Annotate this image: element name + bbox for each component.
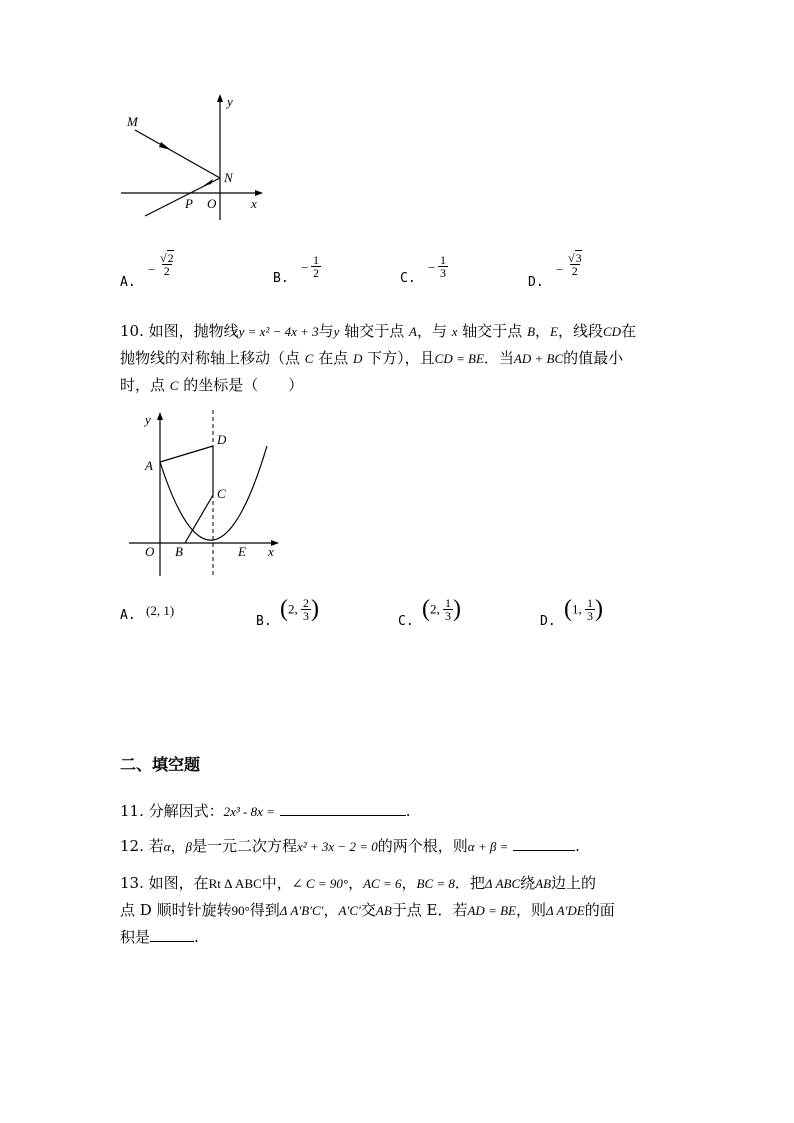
- q10-line-3: [120, 372, 680, 399]
- text: 时，点: [120, 376, 170, 394]
- text: 的值最小: [563, 349, 624, 367]
- coord-x: 2: [430, 601, 437, 617]
- figure-q9: [115, 92, 275, 227]
- segment-ab: AB: [375, 903, 392, 918]
- triangle: Δ ABC: [484, 876, 521, 891]
- label-x: x: [268, 544, 274, 559]
- fraction: $\frac{√2}{2}$: [160, 251, 174, 278]
- figure-q10: [125, 406, 285, 581]
- option-letter: B.: [273, 271, 289, 286]
- fraction: [311, 254, 321, 279]
- q10-line-2: [120, 345, 680, 372]
- q13-line-2: [120, 897, 680, 924]
- label-x: x: [251, 196, 257, 211]
- numerator: 1: [313, 253, 319, 267]
- option-letter: D.: [540, 614, 556, 629]
- text: ．把: [454, 874, 485, 892]
- var-y: y: [333, 324, 340, 339]
- label-m: M: [127, 114, 138, 129]
- label-o: O: [207, 196, 217, 211]
- alpha: α: [163, 839, 171, 854]
- option-letter: C.: [398, 614, 414, 629]
- option-letter: B.: [256, 614, 272, 629]
- expression: α + β =: [467, 839, 509, 854]
- denominator: 2: [571, 264, 578, 278]
- numerator: 1: [587, 596, 593, 610]
- section-title: 二、填空题: [120, 755, 201, 774]
- text: ．当: [483, 349, 514, 367]
- label-o: O: [145, 544, 155, 559]
- label-b: B: [175, 544, 183, 559]
- text: 是一元二次方程: [191, 837, 297, 855]
- q10-line-1: [120, 318, 680, 345]
- length-ac: AC = 6: [363, 876, 402, 891]
- point-c: C: [169, 378, 179, 393]
- point-c: C: [304, 351, 314, 366]
- text: 绕: [520, 874, 536, 892]
- triangle: Δ A′B′C′: [279, 903, 324, 918]
- numerator: 1: [440, 253, 446, 267]
- var-x: x: [451, 324, 458, 339]
- text: ，: [535, 322, 551, 340]
- numerator: 1: [445, 596, 451, 610]
- text: 的两个根，则: [377, 837, 468, 855]
- denominator: 3: [587, 609, 593, 623]
- label-y: y: [145, 412, 151, 427]
- text: 在: [621, 322, 637, 340]
- label-n: N: [224, 170, 233, 185]
- angle: 90°: [231, 903, 250, 918]
- label-d: D: [217, 432, 227, 447]
- expression: 2x³ - 8x =: [223, 804, 275, 819]
- question-12: [120, 833, 580, 860]
- minus-sign: −: [556, 262, 564, 277]
- question-13: [120, 870, 680, 950]
- coordinate: (2, $\frac{1}{3}$ ): [422, 596, 461, 623]
- answer-blank[interactable]: [513, 836, 575, 851]
- coord-y: [301, 597, 311, 622]
- radicand: 3: [575, 251, 582, 265]
- denominator: 2: [313, 266, 319, 280]
- answer-blank[interactable]: [280, 801, 406, 816]
- minus-sign: −: [148, 262, 156, 277]
- radicand: 2: [167, 251, 174, 265]
- label-e: E: [238, 544, 246, 559]
- point-e: E: [550, 324, 558, 339]
- text: ，: [170, 837, 186, 855]
- answer-blank[interactable]: [150, 927, 194, 942]
- triangle: Rt Δ ABC: [208, 876, 262, 891]
- text: 10. 如图，抛物线: [120, 322, 239, 340]
- text: 11. 分解因式：: [120, 802, 224, 820]
- coord-x: 2: [150, 603, 157, 618]
- option-letter: A.: [120, 608, 136, 623]
- label-p: P: [185, 196, 193, 211]
- minus-sign: −: [301, 260, 309, 275]
- condition: CD = BE: [434, 351, 484, 366]
- text: 抛物线的对称轴上移动（点: [120, 349, 305, 367]
- text: 中，: [261, 874, 292, 892]
- ray-mn-arrow: [159, 142, 171, 150]
- point-d: D: [353, 351, 363, 366]
- minus-sign: −: [428, 260, 436, 275]
- text: .: [575, 837, 580, 855]
- coord-x: 2: [288, 601, 295, 617]
- text: ，与: [416, 322, 452, 340]
- text: .: [194, 928, 199, 946]
- coord-y: [443, 597, 453, 622]
- beta: β: [185, 839, 192, 854]
- text: 轴交于点: [339, 322, 409, 340]
- text: 下方），且: [362, 349, 435, 367]
- text: ，: [401, 874, 417, 892]
- segment-cd: CD: [603, 324, 622, 339]
- denominator: 3: [440, 266, 446, 280]
- length-bc: BC = 8: [416, 876, 455, 891]
- coord-y: 1: [163, 603, 170, 618]
- coordinate: (2, 1): [146, 603, 175, 618]
- text: 轴交于点: [457, 322, 528, 340]
- label-a: A: [145, 458, 153, 473]
- point-b: B: [527, 324, 536, 339]
- q13-line-1: [120, 870, 680, 897]
- label-c: C: [217, 486, 226, 501]
- ray-mn: [135, 130, 220, 178]
- option-letter: A.: [120, 275, 136, 290]
- coord-y: [585, 597, 595, 622]
- text: 于点 E．若: [391, 901, 468, 919]
- fraction: $\frac{√3}{2}$: [568, 251, 582, 278]
- text: ，则: [515, 901, 546, 919]
- segment-ad: [160, 446, 213, 462]
- triangle: Δ A′DE: [545, 903, 585, 918]
- option-letter: D.: [528, 275, 544, 290]
- coord-x: 1: [572, 601, 579, 617]
- label-y: y: [227, 94, 233, 109]
- expression: AD + BC: [513, 351, 564, 366]
- denominator: 2: [163, 264, 170, 278]
- ray-np-arrow: [203, 179, 213, 186]
- parabola-equation: y = x² − 4x + 3: [238, 324, 319, 339]
- angle: ∠ C = 90°: [291, 876, 349, 891]
- text: 的坐标是（ ）: [178, 376, 304, 394]
- text: 与: [318, 322, 334, 340]
- text: 13. 如图，在: [120, 874, 209, 892]
- segment: A′C′: [338, 903, 361, 918]
- text: 12. 若: [120, 837, 164, 855]
- text: 在点: [313, 349, 353, 367]
- coordinate: (2, $\frac{2}{3}$ ): [280, 596, 319, 623]
- denominator: 3: [303, 609, 309, 623]
- y-axis-arrow: [217, 94, 223, 102]
- fraction: [438, 254, 448, 279]
- equation: x² + 3x − 2 = 0: [296, 839, 378, 854]
- condition: AD = BE: [467, 903, 516, 918]
- y-axis-arrow: [157, 412, 163, 420]
- text: 积是: [120, 928, 151, 946]
- text: ，线段: [557, 322, 603, 340]
- text: 得到: [249, 901, 280, 919]
- point-a: A: [409, 324, 417, 339]
- text: .: [405, 802, 411, 820]
- question-10: [120, 318, 680, 399]
- coordinate: (1, $\frac{1}{3}$ ): [564, 596, 603, 623]
- denominator: 3: [445, 609, 451, 623]
- text: ，: [348, 874, 364, 892]
- numerator: 2: [303, 596, 309, 610]
- question-11: [120, 798, 410, 825]
- segment-ab: AB: [535, 876, 552, 891]
- option-letter: C.: [400, 271, 416, 286]
- text: 交: [360, 901, 376, 919]
- text: 的面: [584, 901, 615, 919]
- text: 边上的: [551, 874, 597, 892]
- q13-line-3: [120, 924, 680, 950]
- text: 点 D 顺时针旋转: [120, 901, 232, 919]
- text: ，: [323, 901, 339, 919]
